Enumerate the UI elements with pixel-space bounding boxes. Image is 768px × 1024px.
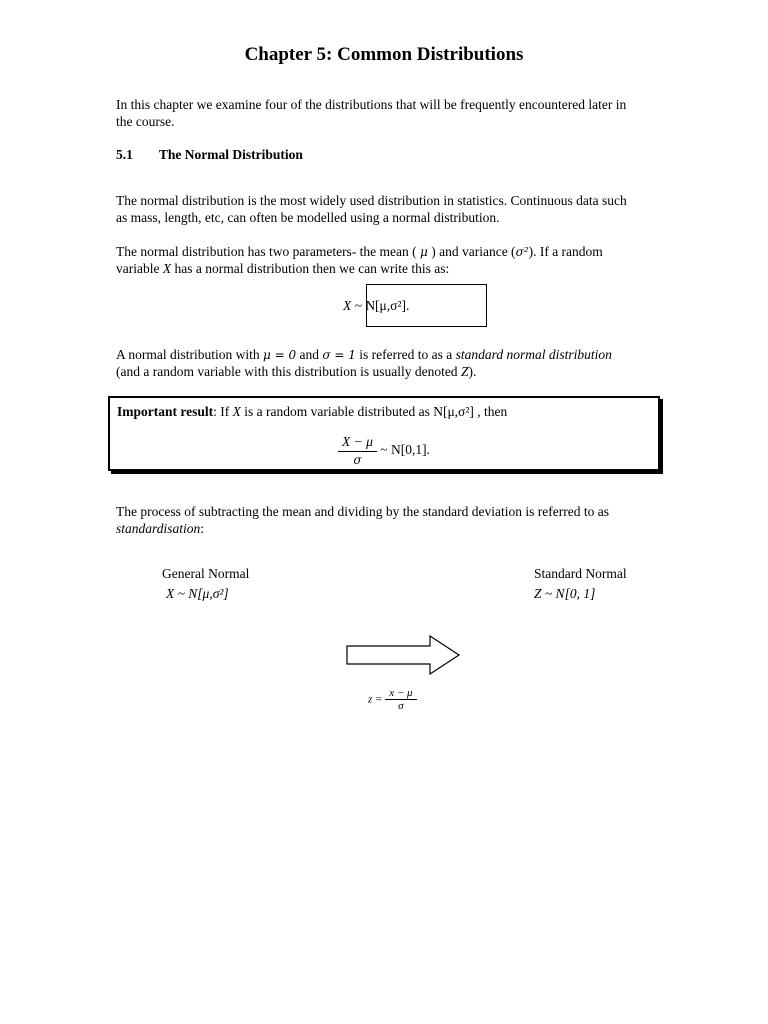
formula-rhs: ~ N[0,1]. [380, 442, 430, 458]
text-span: The normal distribution has two parameters- the mean ( [116, 244, 417, 259]
text-span: The process of subtracting the mean and dividing by the standard deviation is referred to as [116, 504, 609, 519]
important-label: Important result [117, 404, 214, 419]
text-span: is referred to as a [355, 347, 456, 362]
fraction-numerator: X − μ [338, 434, 377, 452]
text-span: and [296, 347, 323, 362]
fraction [338, 434, 377, 468]
paragraph-normal-intro: The normal distribution is the most widely used distribution in statistics. Continuous data such as mass, length, etc, can often be modelled using a normal distribution. [116, 193, 627, 225]
right-arrow-icon [345, 634, 463, 678]
text-span: variable [116, 260, 163, 276]
sigma-squared-symbol: σ² [515, 245, 529, 259]
fraction-denominator: σ [398, 700, 404, 712]
text-span: ) and variance ( [431, 244, 516, 259]
text-span: : [200, 520, 205, 536]
standardisation-formula [338, 434, 430, 468]
formula-lhs: X ~ [343, 298, 366, 313]
variable-x: X [162, 260, 172, 276]
standard-normal-label: Standard Normal [534, 566, 627, 581]
z-formula-lhs: z = [368, 693, 383, 706]
formula-x-normal [343, 298, 409, 315]
fraction [385, 687, 416, 712]
paragraph-standard-normal [116, 347, 676, 380]
general-normal-formula: X ~ N[μ,σ²] [166, 586, 229, 601]
section-number: 5.1 [116, 147, 133, 162]
text-span: A normal distribution with [116, 347, 263, 362]
fraction-numerator: x − μ [385, 687, 416, 700]
mu-equals-zero: μ = 0 [263, 348, 297, 362]
sigma-equals-one: σ = 1 [322, 348, 356, 362]
term-standardisation: standardisation [116, 520, 201, 536]
paragraph-standardisation [116, 504, 656, 537]
variable-z: Z [460, 363, 469, 379]
z-formula [368, 687, 417, 712]
fraction-denominator: σ [353, 452, 362, 467]
text-span: ). If a random [528, 244, 603, 259]
term-standard-normal: standard normal distribution [455, 347, 612, 362]
important-result-text [117, 404, 657, 421]
section-title: The Normal Distribution [158, 147, 303, 162]
section-heading [116, 147, 303, 164]
intro-paragraph: In this chapter we examine four of the distributions that will be frequently encountered later in the course. [116, 97, 627, 129]
page-title: Chapter 5: Common Distributions [244, 44, 524, 65]
general-normal-label: General Normal [162, 566, 250, 581]
variable-x: X [232, 404, 241, 419]
formula-rhs: N[μ,σ²]. [365, 298, 410, 313]
text-span: ). [468, 363, 477, 379]
text-span: is a random variable distributed as N[μ,σ²] , then [240, 404, 508, 419]
mu-symbol: μ [420, 245, 428, 259]
standard-normal-formula: Z ~ N[0, 1] [534, 586, 596, 601]
text-span: (and a random variable with this distribution is usually denoted [116, 363, 461, 379]
paragraph-parameters [116, 244, 676, 277]
text-span: has a normal distribution then we can write this as: [171, 260, 450, 276]
text-span: : If [213, 404, 233, 419]
